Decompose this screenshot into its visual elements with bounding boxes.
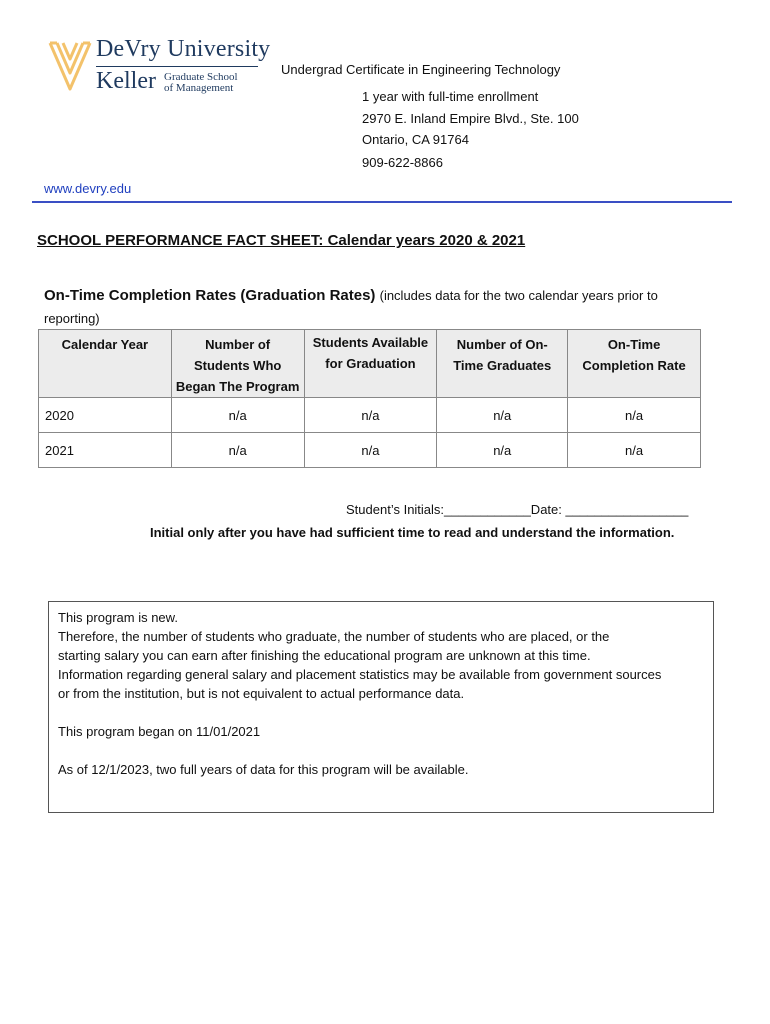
notice-line-3: starting salary you can earn after finishing the educational program are unknown at this time. bbox=[58, 648, 591, 663]
subtitle-line-2: of Management bbox=[164, 82, 234, 94]
notice-line-2: Therefore, the number of students who graduate, the number of students who are placed, or the bbox=[58, 629, 610, 644]
phone-number: 909-622-8866 bbox=[362, 155, 443, 170]
section-title-text: On-Time Completion Rates (Graduation Rates) bbox=[44, 287, 376, 304]
address-line-1: 2970 E. Inland Empire Blvd., Ste. 100 bbox=[362, 111, 579, 126]
header-ontime-graduates-line-2: Time Graduates bbox=[453, 358, 552, 373]
program-start-date: This program began on 11/01/2021 bbox=[58, 724, 261, 739]
header-calendar-year-label: Calendar Year bbox=[61, 337, 149, 352]
cell-ontime-graduates: n/a bbox=[437, 433, 568, 468]
header-calendar-year bbox=[39, 330, 172, 398]
cell-students-available: n/a bbox=[304, 433, 437, 468]
table-row bbox=[39, 398, 701, 433]
program-notice-box bbox=[48, 601, 714, 813]
header-students-available bbox=[304, 330, 437, 398]
table-header-row bbox=[39, 330, 701, 398]
student-initials-field[interactable]: Student’s Initials:____________Date: _________________ bbox=[346, 502, 689, 517]
section-note-continued: reporting) bbox=[44, 311, 100, 326]
header-students-began bbox=[171, 330, 304, 398]
data-availability-note: As of 12/1/2023, two full years of data for this program will be available. bbox=[58, 762, 469, 777]
header-completion-rate-line-1: On-Time bbox=[607, 337, 661, 352]
cell-students-began: n/a bbox=[171, 433, 304, 468]
header-students-began-line-3: Began The Program bbox=[175, 379, 300, 394]
brand-name: DeVry University bbox=[96, 36, 271, 62]
program-name: Undergrad Certificate in Engineering Technology bbox=[281, 62, 561, 77]
section-note: (includes data for the two calendar years prior to bbox=[379, 288, 658, 303]
header-ontime-graduates-line-1: Number of On- bbox=[456, 337, 548, 352]
devry-logo-mark-icon bbox=[47, 39, 93, 93]
notice-line-4: Information regarding general salary and placement statistics may be available from government sources bbox=[58, 667, 662, 682]
logo-divider bbox=[96, 66, 258, 67]
school-name: Keller bbox=[96, 68, 156, 94]
header-completion-rate-line-2: Completion Rate bbox=[582, 358, 686, 373]
cell-completion-rate: n/a bbox=[568, 433, 701, 468]
website-link[interactable]: www.devry.edu bbox=[44, 181, 132, 196]
header-students-began-line-2: Students Who bbox=[193, 358, 282, 373]
address-line-2: Ontario, CA 91764 bbox=[362, 132, 469, 147]
cell-students-began: n/a bbox=[171, 398, 304, 433]
header-completion-rate bbox=[568, 330, 701, 398]
table-row bbox=[39, 433, 701, 468]
cell-ontime-graduates: n/a bbox=[437, 398, 568, 433]
header-students-began-line-1: Number of bbox=[205, 337, 271, 352]
header-ontime-graduates bbox=[437, 330, 568, 398]
notice-line-1: This program is new. bbox=[58, 610, 178, 625]
notice-line-5: or from the institution, but is not equivalent to actual performance data. bbox=[58, 686, 465, 701]
subtitle-line-1: Graduate School bbox=[164, 71, 238, 83]
notice-paragraph bbox=[58, 608, 706, 703]
cell-year: 2021 bbox=[39, 433, 172, 468]
completion-rates-table bbox=[38, 329, 701, 468]
initials-instruction: Initial only after you have had sufficient time to read and understand the information. bbox=[150, 525, 675, 540]
header-students-available-line-2: for Graduation bbox=[325, 356, 416, 371]
cell-year: 2020 bbox=[39, 398, 172, 433]
header-divider bbox=[32, 201, 732, 203]
enrollment-duration: 1 year with full-time enrollment bbox=[362, 89, 539, 104]
page-title: SCHOOL PERFORMANCE FACT SHEET: Calendar years 2020 & 2021 bbox=[37, 232, 526, 249]
school-subtitle bbox=[164, 72, 238, 94]
cell-completion-rate: n/a bbox=[568, 398, 701, 433]
section-title bbox=[44, 287, 658, 304]
header-students-available-line-1: Students Available bbox=[312, 335, 429, 350]
cell-students-available: n/a bbox=[304, 398, 437, 433]
